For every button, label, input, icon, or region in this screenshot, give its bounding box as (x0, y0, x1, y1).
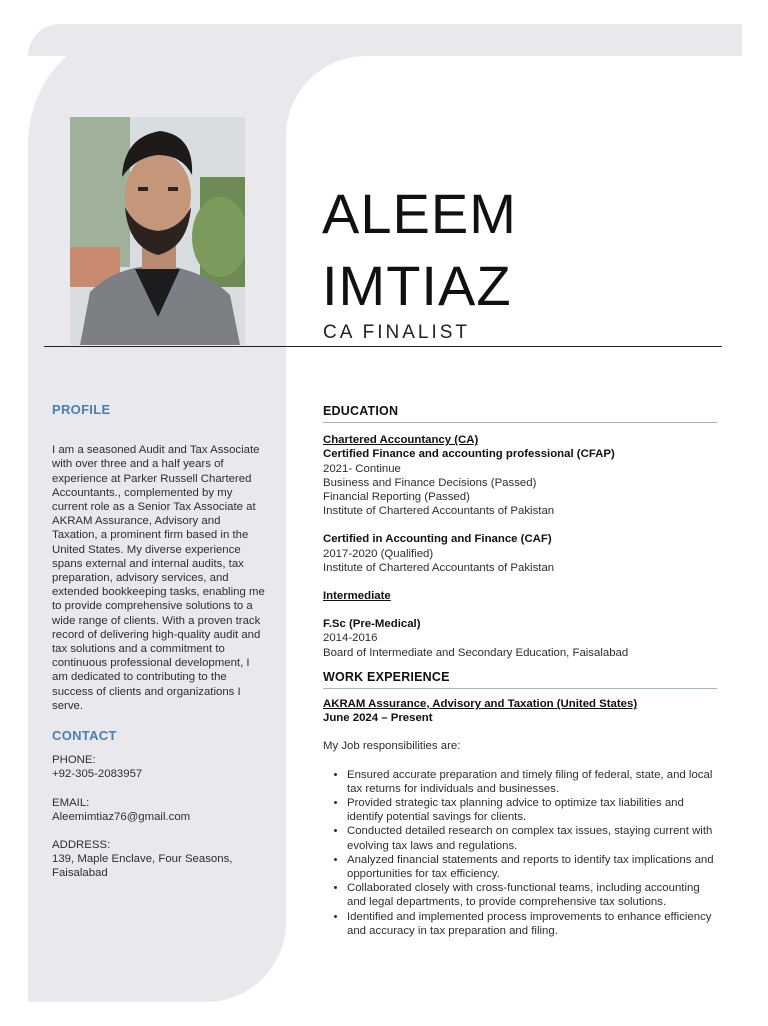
fsc-board: Board of Intermediate and Secondary Education, Faisalabad (323, 646, 629, 659)
header-divider (44, 346, 722, 347)
first-name: ALEEM (322, 182, 517, 245)
employment-dates: June 2024 – Present (323, 712, 433, 725)
email-label: EMAIL: (52, 796, 90, 809)
phone-value: +92-305-2083957 (52, 768, 143, 781)
cfap-years: 2021- Continue (323, 462, 401, 475)
intermediate-title: Intermediate (323, 590, 391, 603)
contact-heading: CONTACT (52, 728, 117, 744)
main-content (323, 404, 717, 938)
list-item: • Ensured accurate preparation and timely filing of federal, state, and local tax returns for individuals and businesses. (347, 768, 717, 796)
profile-heading: PROFILE (52, 402, 111, 417)
company-name: AKRAM Assurance, Advisory and Taxation (United States) (323, 698, 638, 711)
responsibilities-intro: My Job responsibilities are: (323, 740, 461, 753)
phone-block (52, 753, 266, 781)
address-block (52, 838, 266, 881)
address-label: ADDRESS: (52, 839, 111, 852)
responsibilities-list (323, 768, 717, 938)
address-line-2: Faisalabad (52, 867, 108, 880)
email-block (52, 796, 266, 824)
fsc-years: 2014-2016 (323, 632, 378, 645)
job-title: CA FINALIST (323, 322, 471, 343)
work-heading: WORK EXPERIENCE (323, 670, 717, 689)
list-item: • Collaborated closely with cross-functional teams, including accounting and legal departments, to provide comprehensive tax solutions. (347, 881, 717, 909)
email-value: Aleemimtiaz76@gmail.com (52, 810, 191, 823)
candidate-name (322, 178, 517, 322)
profile-photo (70, 117, 245, 345)
cfap-institute: Institute of Chartered Accountants of Pakistan (323, 505, 555, 518)
phone-label: PHONE: (52, 754, 96, 767)
portrait-image (70, 117, 245, 345)
education-heading: EDUCATION (323, 404, 717, 423)
fsc-program: F.Sc (Pre-Medical) (323, 618, 421, 631)
list-item: • Conducted detailed research on complex tax issues, staying current with evolving tax laws and regulations. (347, 824, 717, 852)
cfap-subject-2: Financial Reporting (Passed) (323, 491, 470, 504)
caf-institute: Institute of Chartered Accountants of Pakistan (323, 561, 555, 574)
list-item: • Analyzed financial statements and reports to identify tax implications and opportunities for tax efficiency. (347, 853, 717, 881)
last-name: IMTIAZ (322, 254, 512, 317)
sidebar (52, 403, 266, 881)
cfap-title: Certified Finance and accounting professional (CFAP) (323, 448, 615, 461)
address-line-1: 139, Maple Enclave, Four Seasons, (52, 853, 233, 866)
list-item: • Provided strategic tax planning advice to optimize tax liabilities and identify potential savings for clients. (347, 796, 717, 824)
list-item: • Identified and implemented process improvements to enhance efficiency and accuracy in tax preparation and filing. (347, 910, 717, 938)
profile-text: I am a seasoned Audit and Tax Associate with over three and a half years of experience at Parker Russell Chartered Accountants., complemented by my current role as a Senior Tax Associate at AKRAM Assurance, Advisory and Taxation, a prominent firm based in the United States. My diverse experience spans external and internal audits, tax preparation, advisory services, and extended bookkeeping tasks, enabling me to provide comprehensive solutions to a wide range of clients. With a proven track record of delivering high-quality audit and tax solutions and a commitment to continuous professional development, I am dedicated to contributing to the success of clients and organizations I serve. (52, 444, 265, 712)
caf-years: 2017-2020 (Qualified) (323, 547, 434, 560)
ca-title: Chartered Accountancy (CA) (323, 434, 479, 447)
cfap-subject-1: Business and Finance Decisions (Passed) (323, 476, 537, 489)
caf-title: Certified in Accounting and Finance (CAF) (323, 533, 552, 546)
